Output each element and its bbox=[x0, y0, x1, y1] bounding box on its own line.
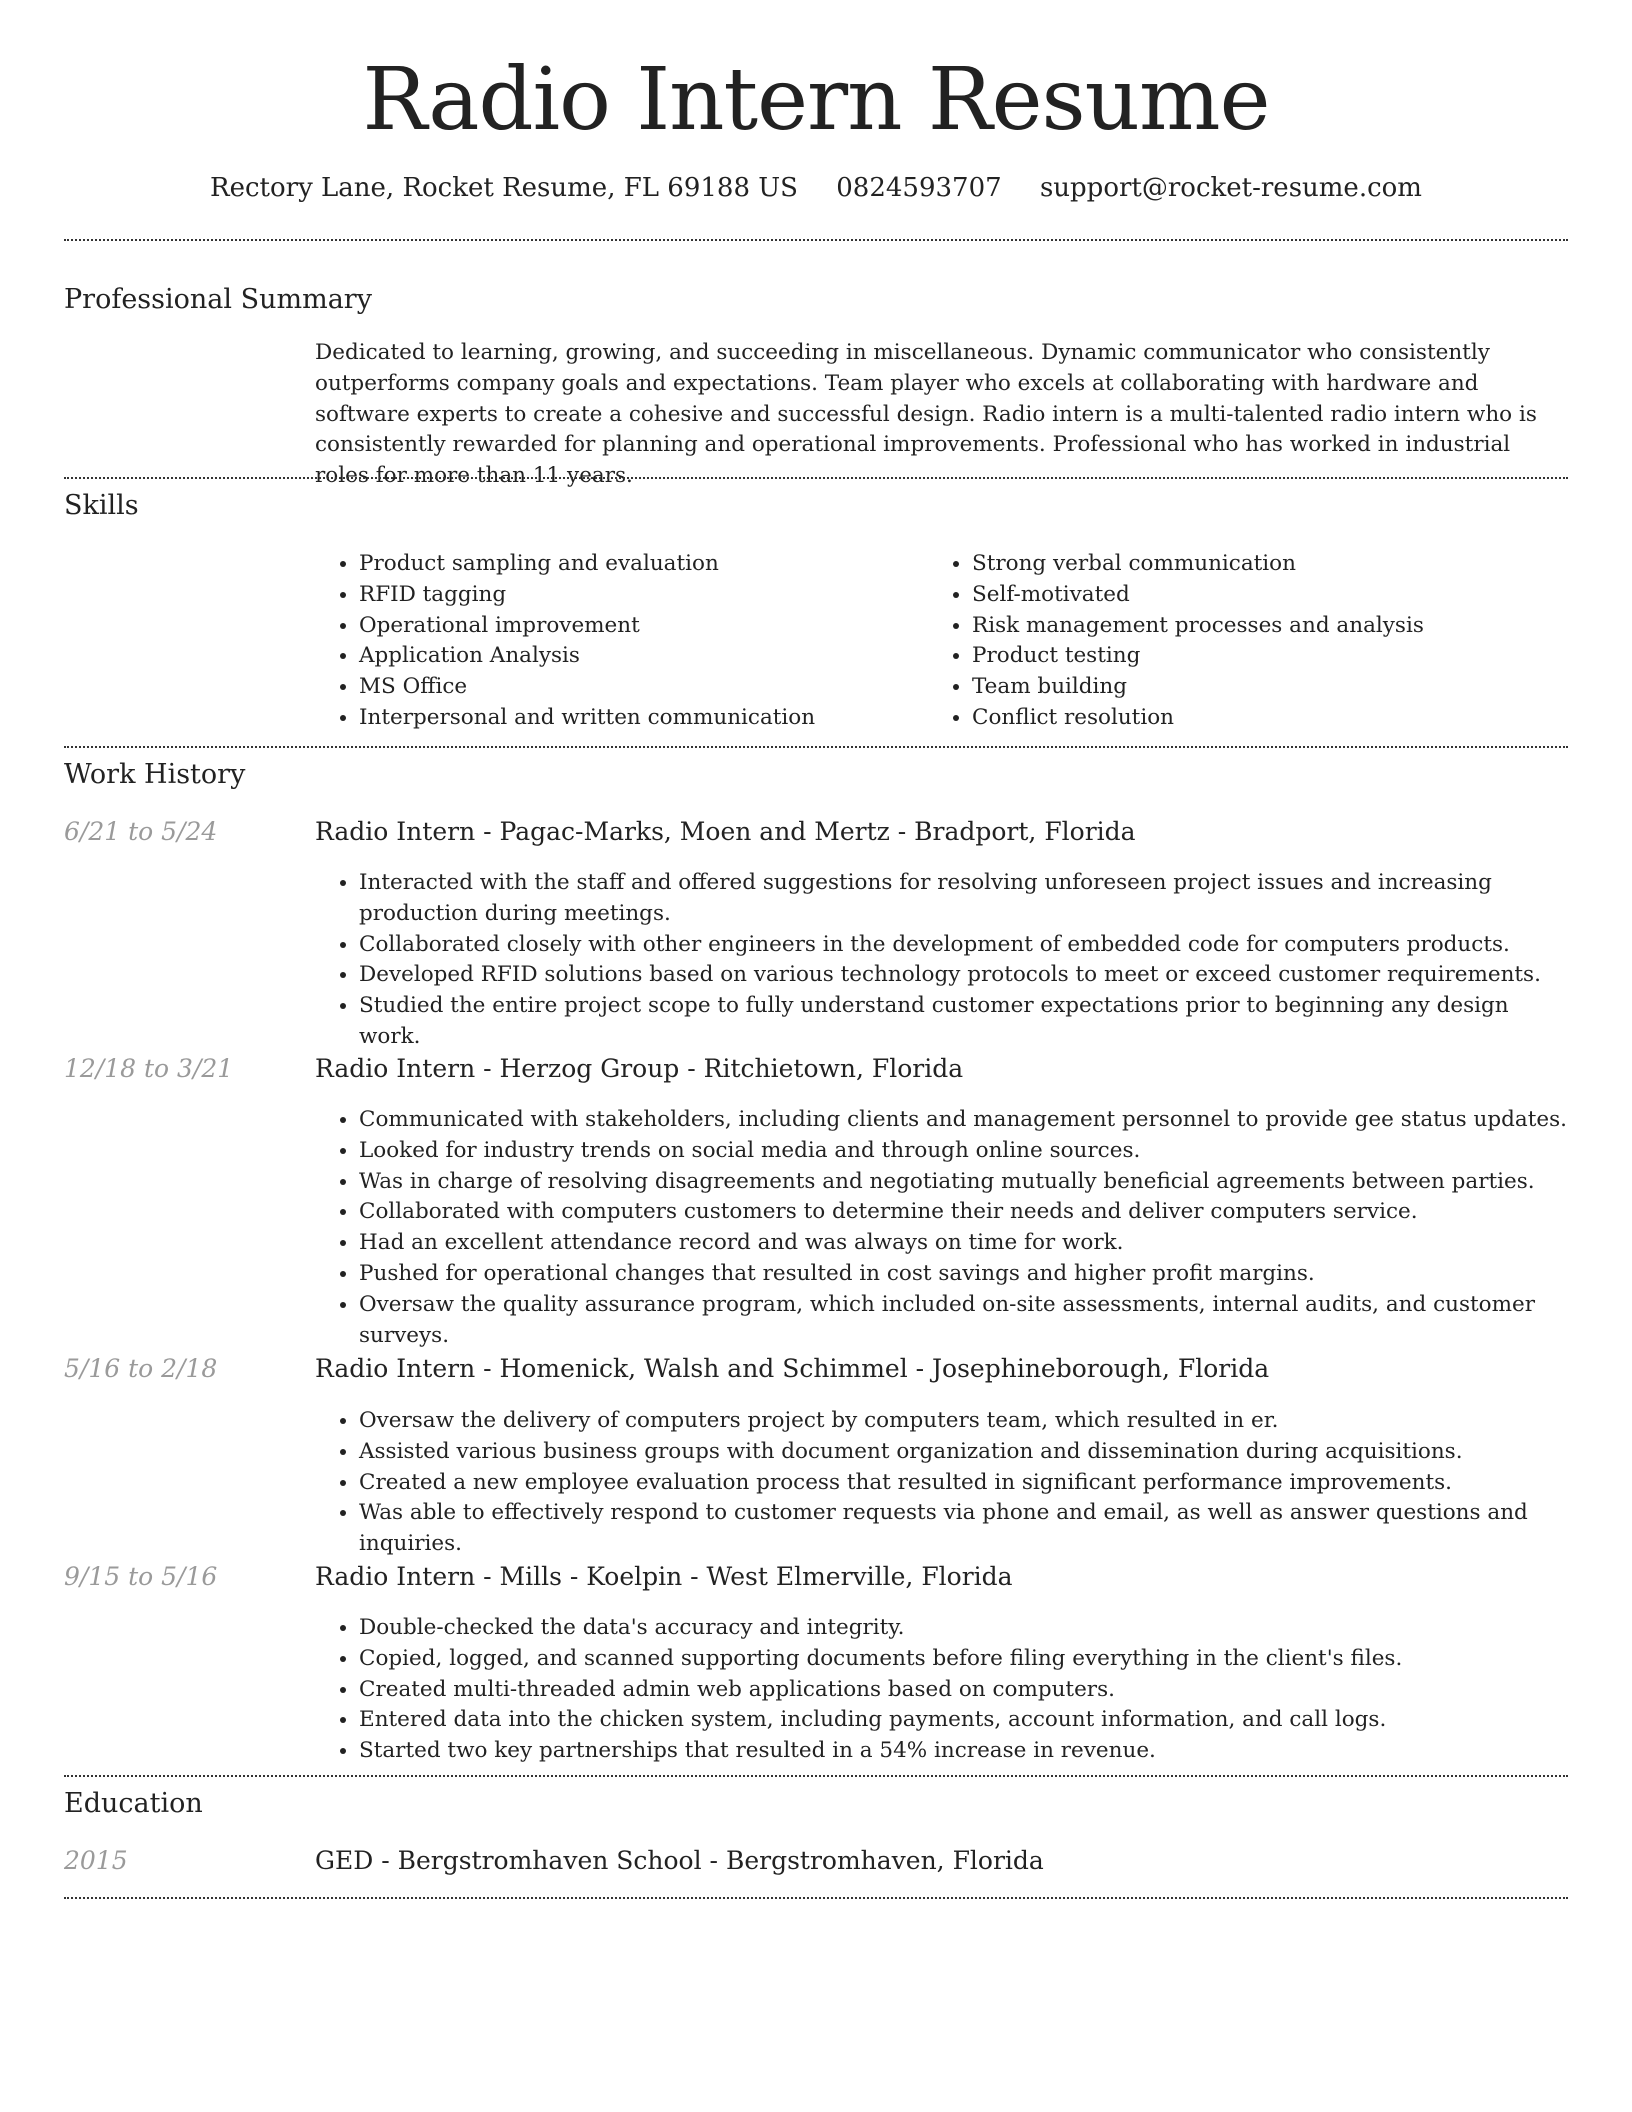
divider bbox=[64, 1897, 1568, 1899]
duty-item: • Started two key partnerships that resulted in a 54% increase in revenue. bbox=[359, 1736, 1568, 1767]
skill-item: • Self-motivated bbox=[972, 580, 1538, 611]
duty-item: • Oversaw the quality assurance program, which included on-site assessments, internal audits, and customer surveys. bbox=[359, 1290, 1568, 1352]
job-duties bbox=[315, 1105, 1568, 1351]
contact-phone: 0824593707 bbox=[836, 173, 1002, 203]
job-title: Radio Intern - Pagac-Marks, Moen and Mertz - Bradport, Florida bbox=[315, 817, 1136, 846]
duty-item: • Copied, logged, and scanned supporting documents before filing everything in the client's files. bbox=[359, 1644, 1568, 1675]
duty-item: • Collaborated with computers customers to determine their needs and deliver computers service. bbox=[359, 1197, 1568, 1228]
contact-email: support@rocket-resume.com bbox=[1039, 173, 1422, 203]
duty-item: • Oversaw the delivery of computers project by computers team, which resulted in er. bbox=[359, 1406, 1568, 1437]
duty-item: • Communicated with stakeholders, including clients and management personnel to provide gee status updates. bbox=[359, 1105, 1568, 1136]
education-heading: Education bbox=[64, 1788, 203, 1819]
divider bbox=[64, 477, 1568, 479]
job-title: Radio Intern - Herzog Group - Ritchietown, Florida bbox=[315, 1054, 964, 1083]
resume-name: Radio Intern Resume bbox=[362, 50, 1270, 150]
duty-item: • Had an excellent attendance record and was always on time for work. bbox=[359, 1228, 1568, 1259]
skill-item: • Product sampling and evaluation bbox=[359, 549, 925, 580]
duties-list bbox=[315, 1613, 1568, 1767]
job-duties bbox=[315, 1406, 1568, 1560]
duty-item: • Studied the entire project scope to fully understand customer expectations prior to beginning any design work. bbox=[359, 991, 1568, 1053]
duty-item: • Looked for industry trends on social media and through online sources. bbox=[359, 1136, 1568, 1167]
duty-item: • Developed RFID solutions based on various technology protocols to meet or exceed customer requirements. bbox=[359, 960, 1568, 991]
skills-column-right bbox=[928, 549, 1538, 734]
education-year: 2015 bbox=[64, 1846, 128, 1875]
duty-item: • Created a new employee evaluation process that resulted in significant performance improvements. bbox=[359, 1468, 1568, 1499]
job-title: Radio Intern - Homenick, Walsh and Schimmel - Josephineborough, Florida bbox=[315, 1354, 1270, 1383]
skill-item: • Conflict resolution bbox=[972, 703, 1538, 734]
skills-list bbox=[928, 549, 1538, 734]
duty-item: • Was able to effectively respond to customer requests via phone and email, as well as answer questions and inquiries. bbox=[359, 1498, 1568, 1560]
skill-item: • Application Analysis bbox=[359, 641, 925, 672]
job-title: Radio Intern - Mills - Koelpin - West Elmerville, Florida bbox=[315, 1562, 1013, 1591]
skill-item: • RFID tagging bbox=[359, 580, 925, 611]
duty-item: • Collaborated closely with other engineers in the development of embedded code for computers products. bbox=[359, 930, 1568, 961]
divider bbox=[64, 239, 1568, 241]
skill-item: • Risk management processes and analysis bbox=[972, 611, 1538, 642]
job-dates: 6/21 to 5/24 bbox=[64, 817, 218, 846]
duty-item: • Was in charge of resolving disagreements and negotiating mutually beneficial agreements between parties. bbox=[359, 1167, 1568, 1198]
skill-item: • Product testing bbox=[972, 641, 1538, 672]
summary-text: Dedicated to learning, growing, and succeeding in miscellaneous. Dynamic communicator who consistently outperforms company goals and expectations. Team player who excels at collaborating with hardware and software experts to create a cohesive and successful design. Radio intern is a multi-talented radio intern who is consistently rewarded for planning and operational improvements. Professional who has worked in industrial roles for more than 11 years. bbox=[315, 340, 1537, 489]
education-degree: GED - Bergstromhaven School - Bergstromhaven, Florida bbox=[315, 1846, 1044, 1875]
contact-address: Rectory Lane, Rocket Resume, FL 69188 US bbox=[210, 173, 798, 203]
summary-heading: Professional Summary bbox=[64, 284, 372, 315]
skills-column-left bbox=[315, 549, 925, 734]
skill-item: • Interpersonal and written communication bbox=[359, 703, 925, 734]
job-duties bbox=[315, 1613, 1568, 1767]
duty-item: • Assisted various business groups with document organization and dissemination during acquisitions. bbox=[359, 1437, 1568, 1468]
duty-item: • Interacted with the staff and offered suggestions for resolving unforeseen project issues and increasing production during meetings. bbox=[359, 868, 1568, 930]
divider bbox=[64, 746, 1568, 748]
skills-heading: Skills bbox=[64, 490, 139, 521]
skill-item: • MS Office bbox=[359, 672, 925, 703]
duties-list bbox=[315, 868, 1568, 1053]
contact-info bbox=[0, 170, 1632, 206]
skills-list bbox=[315, 549, 925, 734]
duties-list bbox=[315, 1105, 1568, 1351]
duties-list bbox=[315, 1406, 1568, 1560]
job-dates: 5/16 to 2/18 bbox=[64, 1354, 218, 1383]
job-dates: 12/18 to 3/21 bbox=[64, 1054, 234, 1083]
work-history-heading: Work History bbox=[64, 759, 246, 790]
duty-item: • Created multi-threaded admin web applications based on computers. bbox=[359, 1675, 1568, 1706]
divider bbox=[64, 1775, 1568, 1777]
job-dates: 9/15 to 5/16 bbox=[64, 1562, 218, 1591]
job-duties bbox=[315, 868, 1568, 1053]
skill-item: • Operational improvement bbox=[359, 611, 925, 642]
skill-item: • Strong verbal communication bbox=[972, 549, 1538, 580]
duty-item: • Entered data into the chicken system, including payments, account information, and call logs. bbox=[359, 1705, 1568, 1736]
skill-item: • Team building bbox=[972, 672, 1538, 703]
duty-item: • Double-checked the data's accuracy and integrity. bbox=[359, 1613, 1568, 1644]
duty-item: • Pushed for operational changes that resulted in cost savings and higher profit margins. bbox=[359, 1259, 1568, 1290]
